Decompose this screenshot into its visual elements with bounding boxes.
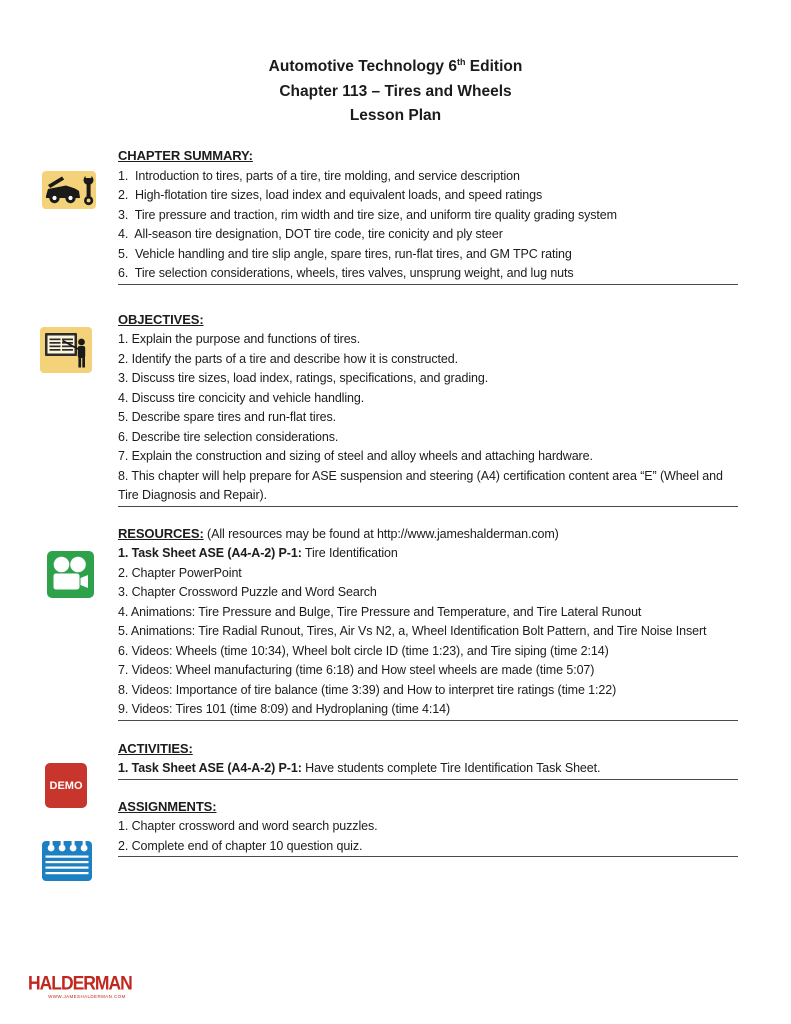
list-item: 6. Tire selection considerations, wheels, tires valves, unsprung weight, and lug nuts bbox=[118, 266, 574, 280]
list-item: 7. Explain the construction and sizing of steel and alloy wheels and attaching hardware. bbox=[118, 449, 593, 463]
halderman-logo-wordmark: HALDERMAN bbox=[28, 971, 132, 995]
halderman-logo-tagline: WWW.JAMESHALDERMAN.COM bbox=[48, 993, 126, 999]
section-assignments bbox=[118, 797, 740, 857]
list-item: 5. Vehicle handling and tire slip angle, spare tires, run-flat tires, and GM TPC rating bbox=[118, 246, 572, 261]
demo-badge-label: DEMO bbox=[49, 779, 83, 792]
demo-badge-icon bbox=[45, 763, 87, 808]
list-item: 6. Videos: Wheels (time 10:34), Wheel bolt circle ID (time 1:23), and Tire siping (time 2:14) bbox=[118, 643, 609, 658]
section-heading: ACTIVITIES: bbox=[118, 740, 193, 756]
section-divider bbox=[118, 779, 738, 780]
section-divider bbox=[118, 720, 738, 721]
list-item: 8. Videos: Importance of tire balance (time 3:39) and How to interpret tire ratings (time 1:22) bbox=[118, 682, 617, 697]
car-repair-icon bbox=[42, 170, 96, 212]
title-superscript: th bbox=[456, 57, 466, 67]
list-item: 3. Tire pressure and traction, rim width and tire size, and uniform tire quality grading system bbox=[118, 207, 617, 222]
section-heading: CHAPTER SUMMARY: bbox=[118, 148, 253, 163]
notepad-icon bbox=[42, 836, 92, 882]
list-item: 2. High-flotation tire sizes, load index and equivalent loads, and speed ratings bbox=[118, 188, 543, 202]
section-resources bbox=[118, 524, 740, 720]
list-item: 2. Chapter PowerPoint bbox=[118, 565, 242, 580]
section-chapter-summary bbox=[118, 146, 740, 284]
document-body bbox=[118, 146, 740, 857]
list-item: 3. Discuss tire sizes, load index, ratings, specifications, and grading. bbox=[118, 371, 489, 385]
list-item: 7. Videos: Wheel manufacturing (time 6:18) and How steel wheels are made (time 5:07) bbox=[118, 663, 595, 677]
list-item: 1. Task Sheet ASE (A4-A-2) P-1: Tire Identification bbox=[118, 546, 398, 560]
section-divider bbox=[118, 284, 738, 285]
list-item: 1. Introduction to tires, parts of a tire, tire molding, and service description bbox=[118, 168, 520, 183]
list-item: 6. Describe tire selection considerations. bbox=[118, 429, 339, 444]
list-item: 5. Describe spare tires and run-flat tires. bbox=[118, 410, 337, 424]
halderman-logo bbox=[28, 971, 132, 999]
section-objectives bbox=[118, 310, 740, 506]
list-item: 2. Complete end of chapter 10 question quiz. bbox=[118, 838, 363, 853]
list-item: 2. Identify the parts of a tire and describe how it is constructed. bbox=[118, 351, 459, 366]
list-item: 1. Explain the purpose and functions of tires. bbox=[118, 332, 361, 346]
section-divider bbox=[118, 856, 738, 857]
section-heading: ASSIGNMENTS: bbox=[118, 798, 217, 814]
section-activities bbox=[118, 739, 740, 779]
list-item: 8. This chapter will help prepare for ASE suspension and steering (A4) certification content area “E” (Wheel and Tire Diagnosis and Repair). bbox=[118, 468, 727, 502]
list-item: 1. Task Sheet ASE (A4-A-2) P-1: Have students complete Tire Identification Task Sheet. bbox=[118, 761, 601, 775]
presentation-board-icon bbox=[40, 327, 92, 375]
video-camera-icon bbox=[47, 551, 94, 599]
list-item: 3. Chapter Crossword Puzzle and Word Search bbox=[118, 585, 377, 599]
list-item: 9. Videos: Tires 101 (time 8:09) and Hydroplaning (time 4:14) bbox=[118, 702, 451, 716]
section-heading: RESOURCES: bbox=[118, 525, 204, 541]
list-item: 4. Animations: Tire Pressure and Bulge, Tire Pressure and Temperature, and Tire Lateral Runout bbox=[118, 604, 642, 619]
list-item: 4. All-season tire designation, DOT tire code, tire conicity and ply steer bbox=[118, 227, 503, 241]
title-line-2: Chapter 113 – Tires and Wheels bbox=[279, 82, 512, 100]
page-title bbox=[0, 50, 791, 129]
list-item: 4. Discuss tire concicity and vehicle handling. bbox=[118, 390, 365, 405]
list-item: 5. Animations: Tire Radial Runout, Tires, Air Vs N2, a, Wheel Identification Bolt Pattern, and Tire Noise Insert bbox=[118, 624, 707, 638]
section-divider bbox=[118, 506, 738, 507]
section-heading: OBJECTIVES: bbox=[118, 311, 204, 327]
title-line-1: Automotive Technology 6th Edition bbox=[268, 57, 523, 76]
title-line-3: Lesson Plan bbox=[349, 107, 442, 125]
list-item: 1. Chapter crossword and word search puzzles. bbox=[118, 819, 378, 833]
section-heading-note: (All resources may be found at http://www.jameshalderman.com) bbox=[203, 526, 559, 541]
